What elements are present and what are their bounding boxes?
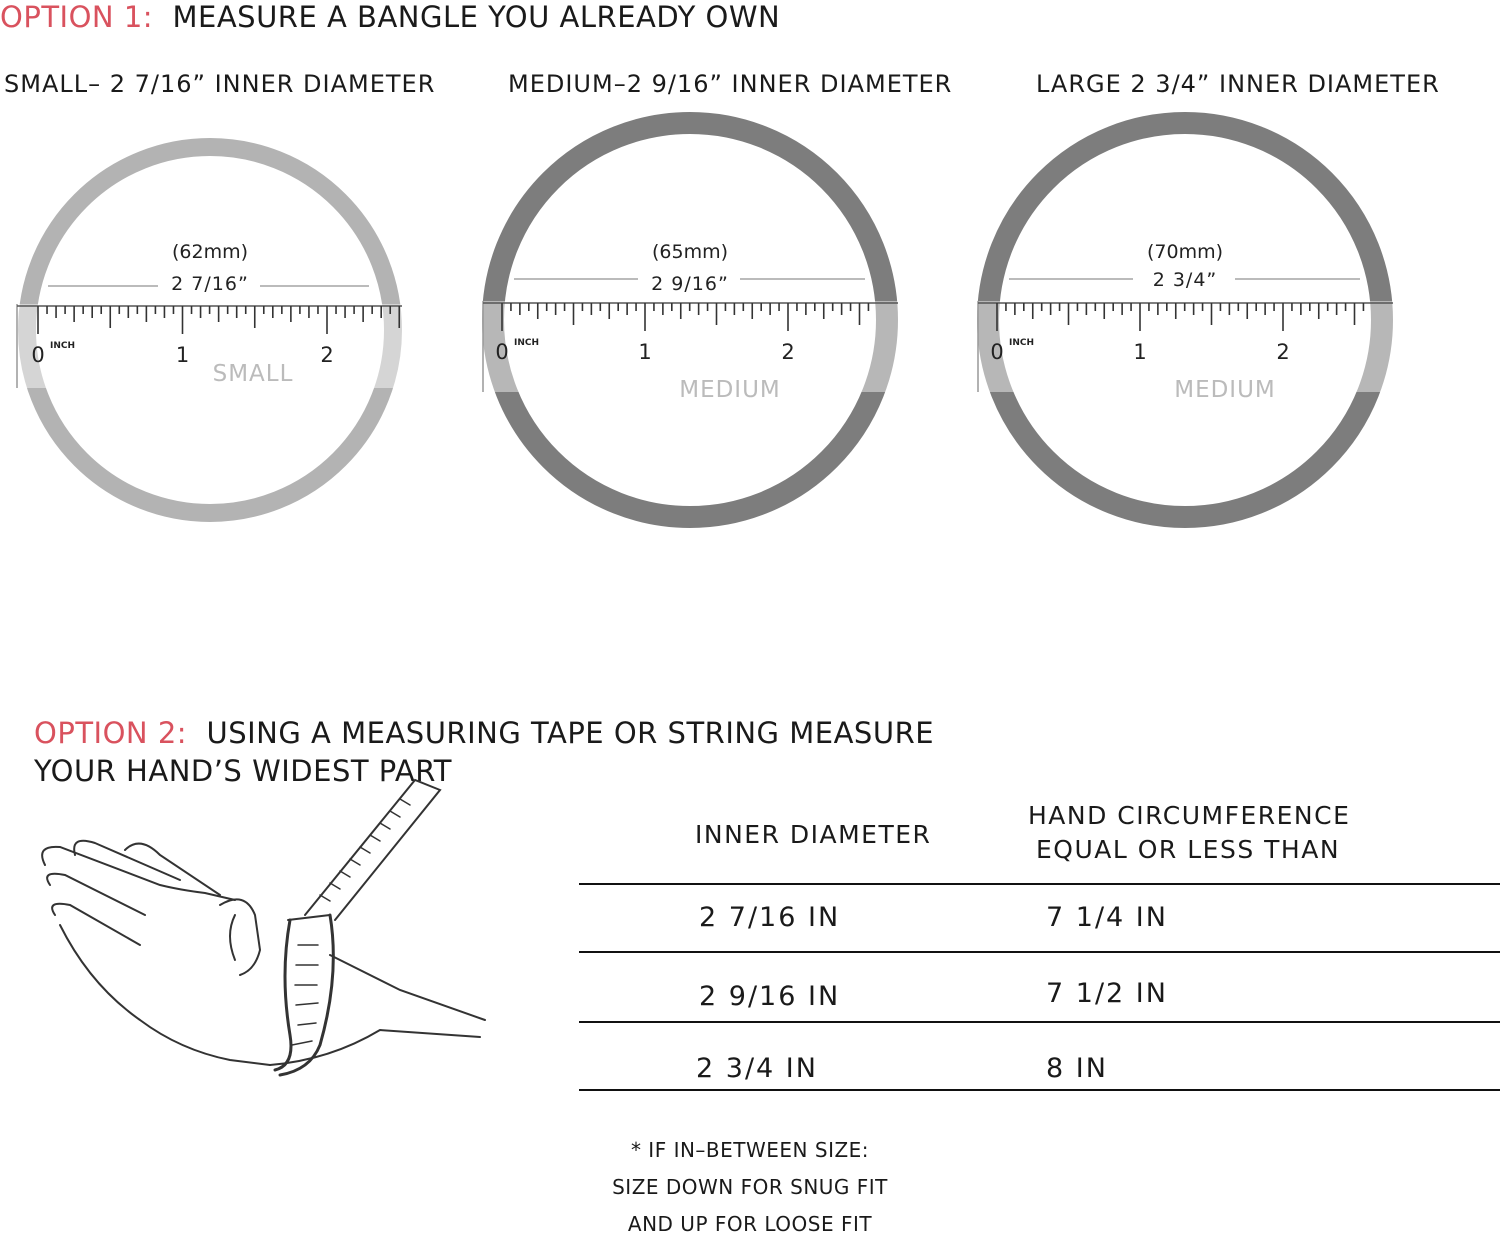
option2-prefix: OPTION 2: [34, 716, 188, 750]
table-row-3-circumference: 8 IN [1046, 1053, 1108, 1084]
option2-line2: YOUR HAND’S WIDEST PART [34, 754, 453, 788]
medium-size-title: MEDIUM–2 9/16” INNER DIAMETER [508, 70, 953, 98]
table-row-1-diameter: 2 7/16 IN [699, 902, 841, 933]
diameter-mm: (62mm) [171, 241, 249, 263]
option1-text: MEASURE A BANGLE YOU ALREADY OWN [172, 0, 781, 34]
note-line-3: AND UP FOR LOOSE FIT [627, 1212, 873, 1236]
option1-prefix: OPTION 1: [0, 0, 154, 34]
diameter-mm: (65mm) [651, 241, 729, 263]
option2-line1: USING A MEASURING TAPE OR STRING MEASURE [206, 716, 935, 750]
table-row-3-diameter: 2 3/4 IN [696, 1053, 818, 1084]
ruler-unit: INCH [514, 338, 540, 348]
diameter-inches: 2 3/4” [1152, 269, 1218, 291]
ruler-unit: INCH [1009, 338, 1035, 348]
ruler-unit: INCH [50, 341, 76, 351]
size-label: SMALL [212, 361, 294, 387]
header-inner-diameter: INNER DIAMETER [695, 820, 932, 849]
header-equal-or-less: EQUAL OR LESS THAN [1036, 835, 1341, 864]
option2-heading [34, 716, 934, 750]
note-line-1: * IF IN–BETWEEN SIZE: [630, 1138, 870, 1162]
ruler-number: 2 [781, 340, 795, 364]
table-row-2-circumference: 7 1/2 IN [1046, 978, 1168, 1009]
table-row-2-diameter: 2 9/16 IN [699, 981, 841, 1012]
ruler-number: 1 [638, 340, 652, 364]
diameter-mm: (70mm) [1146, 241, 1224, 263]
size-label: MEDIUM [1174, 377, 1276, 403]
hand-measuring-illustration [30, 775, 500, 1145]
table-divider [579, 1021, 1500, 1023]
header-hand-circumference: HAND CIRCUMFERENCE [1028, 801, 1351, 830]
large-size-title: LARGE 2 3/4” INNER DIAMETER [1036, 70, 1440, 98]
diameter-inches: 2 7/16” [171, 273, 249, 295]
ruler-number: 2 [320, 343, 334, 367]
ruler-number: 1 [1133, 340, 1147, 364]
small-size-title: SMALL– 2 7/16” INNER DIAMETER [4, 70, 436, 98]
ruler-number: 0 [990, 340, 1004, 364]
bangle-diagrams [0, 0, 1500, 560]
note-line-2: SIZE DOWN FOR SNUG FIT [612, 1175, 888, 1199]
ruler-number: 1 [175, 343, 190, 367]
table-divider [579, 951, 1500, 953]
table-divider [579, 1089, 1500, 1091]
diameter-inches: 2 9/16” [651, 273, 729, 295]
table-row-1-circumference: 7 1/4 IN [1046, 902, 1168, 933]
ruler-number: 0 [495, 340, 509, 364]
ruler-number: 2 [1276, 340, 1290, 364]
table-divider [579, 883, 1500, 885]
ruler-number: 0 [31, 343, 45, 367]
size-label: MEDIUM [679, 377, 781, 403]
